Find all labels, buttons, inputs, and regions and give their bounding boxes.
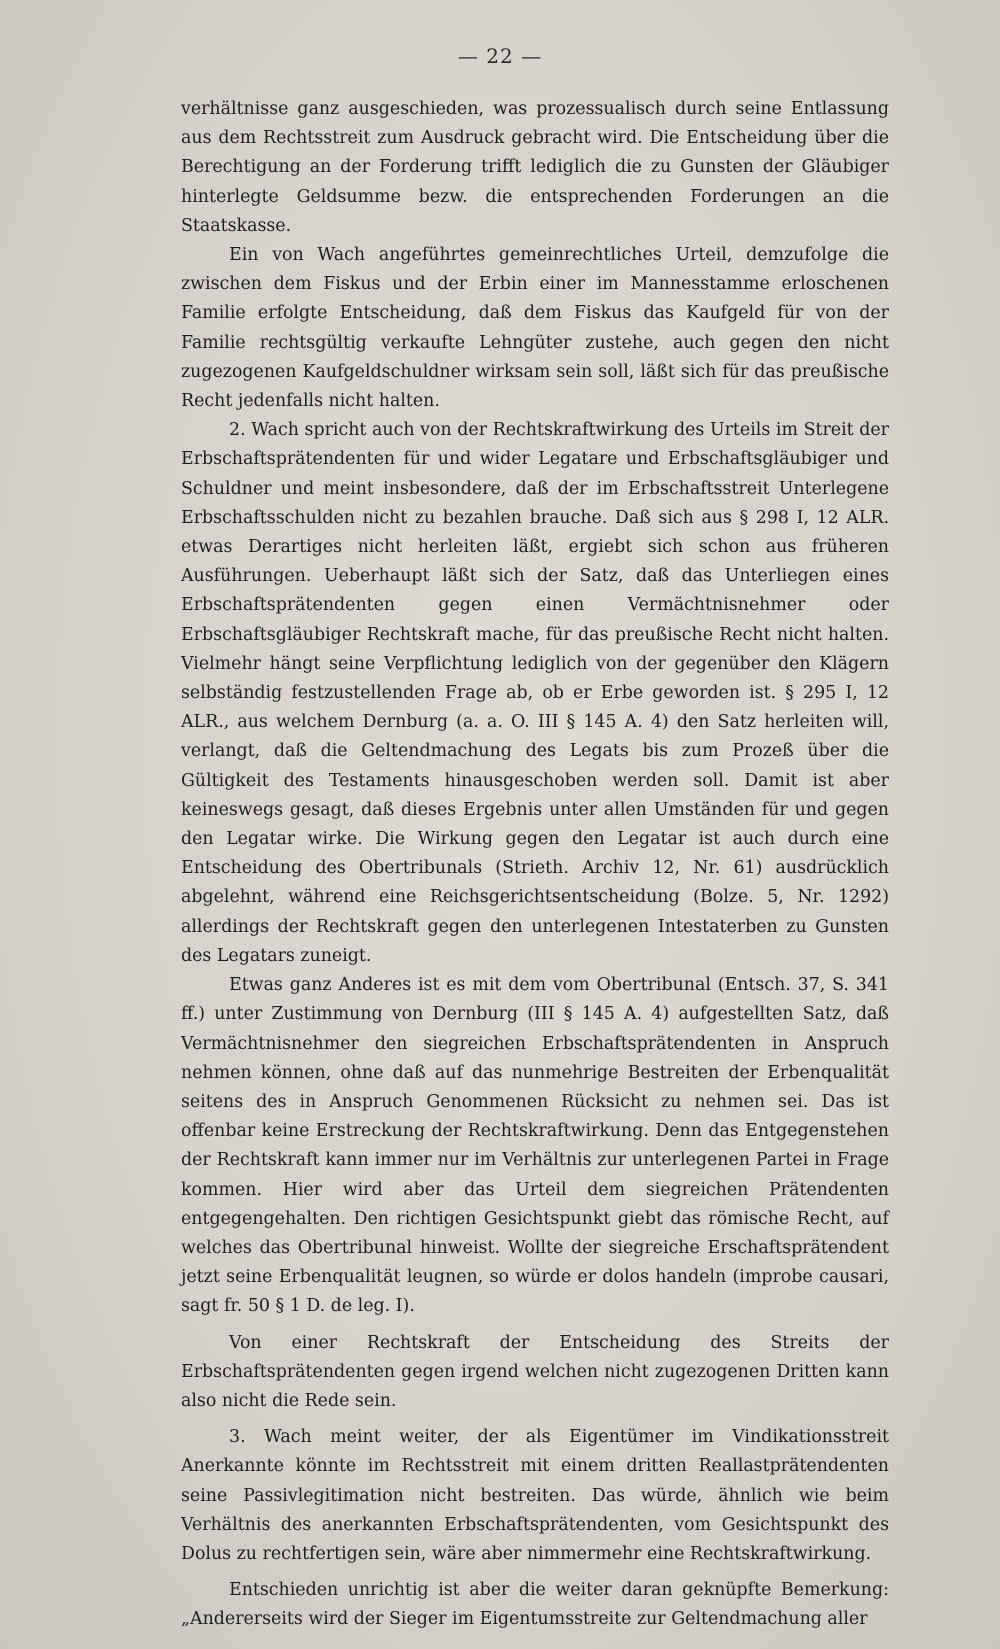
paragraph: Ein von Wach angeführtes gemeinrechtliches Urteil, demzufolge die zwischen dem Fiskus und der Erbin einer im Mannesstamme erloschenen Familie erfolgte Entscheidung, daß dem Fiskus das Kaufgeld für von der Familie rechtsgültig verkaufte Lehngüter zustehe, auch gegen den nicht zugezogenen Kaufgeldschuldner wirksam sein soll, läßt sich für das preußische Recht jedenfalls nicht halten. — [181, 245, 889, 412]
paragraph: Von einer Rechtskraft der Entscheidung des Streits der Erbschaftsprätendenten gegen irgend welchen nicht zugezogenen Dritten kann also nicht die Rede sein. — [181, 1332, 889, 1411]
paragraph-continued: verhältnisse ganz ausgeschieden, was prozessualisch durch seine Entlassung aus dem Rechtsstreit zum Ausdruck gebracht wird. Die Entscheidung über die Berechtigung an der Forderung trifft lediglich die zu Gunsten der Gläubiger hinterlegte Geldsumme bezw. die entsprechenden Forderungen an die Staatskasse. — [181, 99, 889, 236]
paragraph-section-3: 3. Wach meint weiter, der als Eigentümer im Vindikationsstreit Anerkannte könnte im Rechtsstreit mit einem dritten Reallastprätendenten seine Passivlegitimation nicht bestreiten. Das würde, ähnlich wie beim Verhältnis des anerkannten Erbschaftsprätendenten, vom Gesichtspunkt des Dolus zu rechtfertigen sein, wäre aber nimmermehr eine Rechtskraftwirkung. — [181, 1427, 889, 1564]
paragraph: Entschieden unrichtig ist aber die weiter daran geknüpfte Bemerkung: „Andererseits wird der Sieger im Eigentumsstreite zur Geltendmachung aller — [181, 1580, 889, 1630]
page-number: — 22 — — [457, 44, 543, 68]
paragraph-section-2: 2. Wach spricht auch von der Rechtskraftwirkung des Urteils im Streit der Erbschaftsprätendenten für und wider Legatare und Erbschaftsgläubiger und Schuldner und meint insbesondere, daß der im Erbschaftsstreit Unterlegene Erbschaftsschulden nicht zu bezahlen brauche. Daß sich aus § 298 I, 12 ALR. etwas Derartiges nicht herleiten läßt, ergiebt sich schon aus früheren Ausführungen. Ueberhaupt läßt sich der Satz, daß das Unterliegen eines Erbschaftsprätendenten gegen einen Vermächtnisnehmer oder Erbschaftsgläubiger Rechtskraft mache, für das preußische Recht nicht halten. Vielmehr hängt seine Verpflichtung lediglich von der gegenüber den Klägern selbständig festzustellenden Frage ab, ob er Erbe geworden ist. § 295 I, 12 ALR., aus welchem Dernburg (a. a. O. III § 145 A. 4) den Satz herleiten will, verlangt, daß die Geltendmachung des Legats bis zum Prozeß über die Gültigkeit des Testaments hinausgeschoben werden soll. Damit ist aber keineswegs gesagt, daß dieses Ergebnis unter allen Umständen für und gegen den Legatar wirke. Die Wirkung gegen den Legatar ist auch durch eine Entscheidung des Obertribunals (Strieth. Archiv 12, Nr. 61) ausdrücklich abgelehnt, während eine Reichsgerichtsentscheidung (Bolze. 5, Nr. 1292) allerdings der Rechtskraft gegen den unterlegenen Intestaterben zu Gunsten des Legatars zuneigt. — [181, 420, 889, 966]
paragraph: Etwas ganz Anderes ist es mit dem vom Obertribunal (Entsch. 37, S. 341 ff.) unter Zustimmung von Dernburg (III § 145 A. 4) aufgestellten Satz, daß Vermächtnisnehmer den siegreichen Erbschaftsprätendenten in Anspruch nehmen können, ohne daß auf das nunmehrige Bestreiten der Erbenqualität seitens des in Anspruch Genommenen Rücksicht zu nehmen sei. Das ist offenbar keine Erstreckung der Rechtskraftwirkung. Denn das Entgegenstehen der Rechtskraft kann immer nur im Verhältnis zur unterlegenen Partei in Frage kommen. Hier wird aber das Urteil dem siegreichen Prätendenten entgegengehalten. Den richtigen Gesichtspunkt giebt das römische Recht, auf welches das Obertribunal hinweist. Wollte der siegreiche Erschaftsprätendent jetzt seine Erbenqualität leugnen, so würde er dolos handeln (improbe causari, sagt fr. 50 § 1 D. de leg. I). — [181, 975, 889, 1317]
body-text — [181, 95, 889, 1635]
